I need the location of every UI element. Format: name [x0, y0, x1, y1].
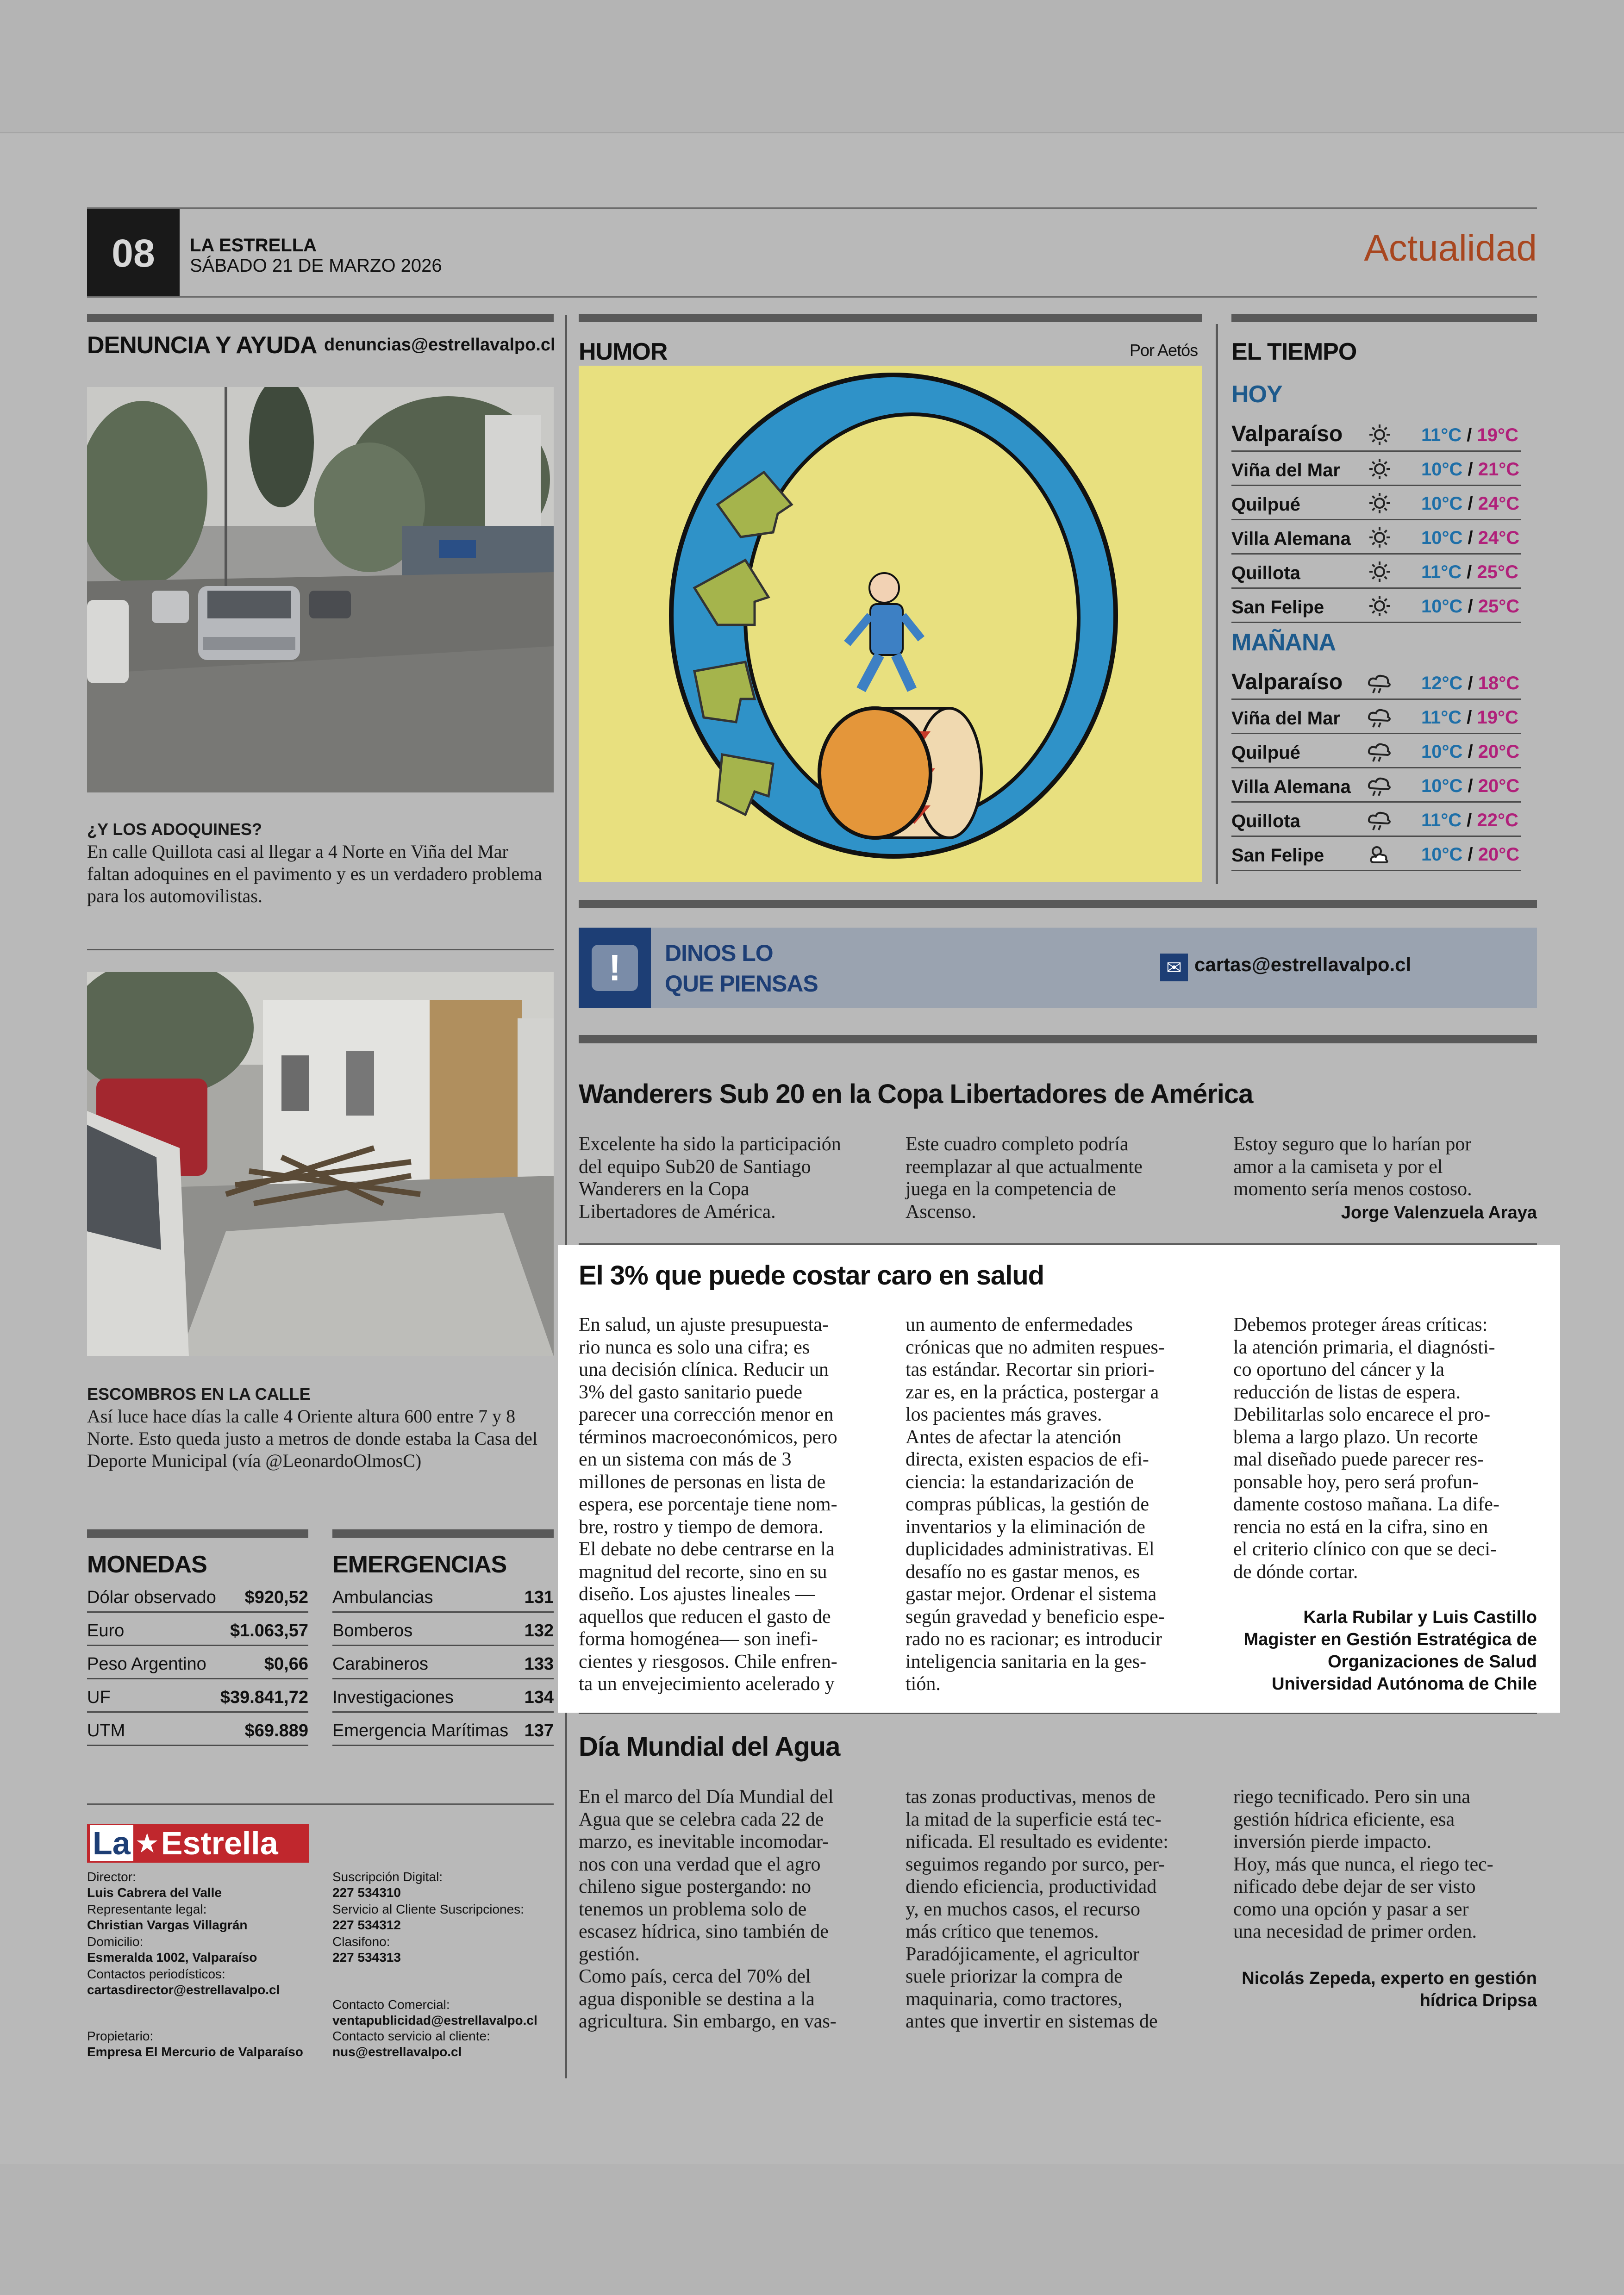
letter-3-line: la mitad de la superficie está tec-: [906, 1809, 1162, 1830]
letter-2-line: 3% del gasto sanitario puede: [579, 1381, 802, 1403]
letter-1-line: Este cuadro completo podría: [906, 1134, 1129, 1155]
letter-3-line: una necesidad de primer orden.: [1233, 1921, 1477, 1942]
letter-1-line: momento sería menos costoso.: [1233, 1179, 1472, 1200]
contact[interactable]: cartasdirector@estrellavalpo.cl: [87, 1983, 280, 1997]
monedas-label: UF: [87, 1688, 111, 1707]
temp-high: 24°C: [1478, 493, 1520, 514]
letter-1-line: juega en la competencia de: [906, 1179, 1116, 1200]
page-number: 08: [87, 209, 180, 297]
letter-3-line: En el marco del Día Mundial del: [579, 1786, 834, 1808]
star-icon: ★: [135, 1828, 159, 1858]
letter-2-line: los pacientes más graves.: [906, 1404, 1102, 1425]
hamster-wheel-illustration: [579, 366, 1202, 882]
dinos-line-1: DINOS LO: [665, 940, 773, 966]
weather-temps: 10°C / 20°C: [1421, 844, 1520, 865]
emergencias-value: 133: [524, 1654, 554, 1674]
letter-3-line: maquinaria, como tractores,: [906, 1988, 1123, 2010]
weather-city: Villa Alemana: [1231, 777, 1351, 797]
letter-3-line: inversión pierde impacto.: [1233, 1831, 1432, 1852]
letter-3-line: nos con una verdad que el agro: [579, 1853, 821, 1875]
temp-high: 25°C: [1478, 596, 1520, 617]
sun-icon: [1366, 457, 1393, 481]
weather-row: [1231, 520, 1521, 555]
temp-high: 19°C: [1477, 425, 1518, 445]
letter-2-line: magnitud del recorte, sino en su: [579, 1561, 827, 1583]
cloud-drizzle-icon: [1366, 739, 1393, 763]
emergencias-label: Emergencia Marítimas: [332, 1721, 509, 1740]
letter-3-line: chileno sigue postergando: no: [579, 1876, 811, 1897]
clasif-label: Clasifono:: [332, 1934, 390, 1949]
weather-row: [1231, 700, 1521, 734]
monedas-label: Euro: [87, 1621, 125, 1640]
subs: 227 534310: [332, 1885, 401, 1900]
weather-title: EL TIEMPO: [1231, 338, 1357, 365]
letter-1-line: Wanderers en la Copa: [579, 1179, 750, 1200]
weather-row: [1231, 486, 1521, 520]
weather-city: Valparaíso: [1231, 422, 1343, 446]
letter-3-line: tas zonas productivas, menos de: [906, 1786, 1156, 1808]
emergencias-row: [332, 1714, 554, 1746]
letter-3-signature-line: Nicolás Zepeda, experto en gestión: [1242, 1969, 1537, 1988]
letter-2-line: cientes y riesgosos. Chile enfren-: [579, 1651, 837, 1672]
temp-low: 11°C: [1421, 707, 1462, 728]
letter-2-line: zar es, en la práctica, postergar a: [906, 1381, 1159, 1403]
letter-2-line: el criterio clínico con que se deci-: [1233, 1539, 1497, 1560]
letter-1-line: Ascenso.: [906, 1201, 976, 1222]
letter-2-signature: [1243, 1606, 1537, 1695]
section-title: Actualidad: [1364, 227, 1537, 268]
letter-2-line: gastar mejor. Ordenar el sistema: [906, 1584, 1157, 1605]
weather-row: [1231, 452, 1521, 486]
humor-bar: [579, 314, 1202, 322]
emergencias-row: [332, 1614, 554, 1646]
letter-3-line: como una opción y pasar a ser: [1233, 1898, 1469, 1920]
monedas-row: [87, 1614, 308, 1646]
letter-2-col-2: [906, 1314, 1225, 1696]
logo-text-right: Estrella: [161, 1825, 278, 1861]
weather-today-label: HOY: [1231, 381, 1282, 408]
letter-3-line: agua disponible se destina a la: [579, 1988, 815, 2010]
weather-temps: 10°C / 24°C: [1421, 493, 1520, 514]
letter-2-line: rado no es racionar; es introducir: [906, 1628, 1162, 1650]
letter-3-line: y, en muchos casos, el recurso: [906, 1898, 1140, 1920]
section-bar: [87, 314, 554, 322]
weather-city: Viña del Mar: [1231, 460, 1340, 480]
weather-temps: 11°C / 25°C: [1421, 562, 1518, 582]
weather-temps: 10°C / 20°C: [1421, 742, 1520, 762]
header-bottom-rule: [87, 296, 1537, 298]
weather-row: [1231, 837, 1521, 871]
temp-low: 10°C: [1421, 742, 1463, 762]
letter-3-col-2: [906, 1786, 1225, 2033]
letter-2-line: ta un envejecimiento acelerado y: [579, 1673, 835, 1695]
rep: Christian Vargas Villagrán: [87, 1918, 248, 1932]
letter-2-line: un aumento de enfermedades: [906, 1314, 1133, 1335]
weather-temps: 10°C / 24°C: [1421, 528, 1520, 548]
weather-temps: 10°C / 21°C: [1421, 459, 1520, 480]
letter-2-line: co oportuno del cáncer y la: [1233, 1359, 1444, 1380]
weather-row: [1231, 659, 1521, 700]
weather-row: [1231, 734, 1521, 768]
weather-city: Valparaíso: [1231, 670, 1343, 694]
temp-high: 25°C: [1477, 562, 1518, 582]
service-label: Servicio al Cliente Suscripciones:: [332, 1902, 524, 1916]
sun-icon: [1366, 423, 1393, 447]
service: 227 534312: [332, 1918, 401, 1932]
exclamation-icon: !: [579, 928, 651, 1008]
temp-low: 10°C: [1421, 776, 1463, 796]
weather-temps: 11°C / 19°C: [1421, 707, 1518, 728]
debris-image: [87, 972, 554, 1356]
mail-icon: ✉: [1160, 954, 1188, 981]
monedas-value: $1.063,57: [230, 1621, 308, 1640]
letter-3-signature: [1242, 1967, 1537, 2012]
monedas-label: UTM: [87, 1721, 125, 1740]
letter-3-line: Hoy, más que nunca, el riego tec-: [1233, 1853, 1493, 1875]
street-photo-2: [87, 972, 554, 1356]
letter-2-line: ponsable hoy, pero será profun-: [1233, 1471, 1479, 1493]
client[interactable]: nus@estrellavalpo.cl: [332, 2045, 462, 2059]
letter-2-line: de dónde cortar.: [1233, 1561, 1358, 1583]
weather-row: [1231, 555, 1521, 589]
letter-1-col-1: [579, 1133, 893, 1223]
letter-3-line: marzo, es inevitable incomodar-: [579, 1831, 829, 1852]
clasif: 227 534313: [332, 1950, 401, 1964]
monedas-value: $39.841,72: [220, 1688, 308, 1707]
temp-high: 20°C: [1478, 742, 1520, 762]
letter-2-line: forma homogénea— son inefi-: [579, 1628, 818, 1650]
paper-date: SÁBADO 21 DE MARZO 2026: [190, 256, 442, 276]
temp-high: 20°C: [1478, 776, 1520, 796]
weather-city: San Felipe: [1231, 597, 1324, 617]
sun-icon: [1366, 560, 1393, 584]
temp-high: 24°C: [1478, 528, 1520, 548]
subs-label: Suscripción Digital:: [332, 1870, 443, 1884]
letter-1-line: Excelente ha sido la participación: [579, 1134, 841, 1155]
letter-1-col-3: [1233, 1133, 1537, 1201]
column-rule-left: [565, 315, 567, 2078]
letter-2-line: blema a largo plazo. Un recorte: [1233, 1426, 1478, 1448]
letter-2-line: duplicidades administrativas. El: [906, 1539, 1155, 1560]
letter-2-line: directa, existen espacios de efi-: [906, 1449, 1149, 1470]
letter-3-line: antes que invertir en sistemas de: [906, 2011, 1158, 2032]
letter-3-line: nificado debe dejar de ser visto: [1233, 1876, 1476, 1897]
cloud-drizzle-icon: [1366, 808, 1393, 832]
letter-3-line: más crítico que tenemos.: [906, 1921, 1099, 1942]
letter-3-line: gestión hídrica eficiente, esa: [1233, 1809, 1455, 1830]
letter-2-line: diseño. Los ajustes lineales —: [579, 1584, 815, 1605]
logo: [87, 1824, 309, 1863]
letter-3-line: agricultura. Sin embargo, en vas-: [579, 2011, 837, 2032]
emergencias-bar: [332, 1529, 554, 1538]
temp-low: 11°C: [1421, 810, 1462, 830]
letter-2-line: rencia no está en la cifra, sino en: [1233, 1516, 1488, 1538]
letter-3-line: Como país, cerca del 70% del: [579, 1966, 811, 1987]
owner-label: Propietario:: [87, 2029, 154, 2043]
weather-row: [1231, 803, 1521, 837]
street-photo-1: [87, 387, 554, 792]
letter-3-signature-line: hídrica Dripsa: [1419, 1991, 1537, 2010]
weather-row: [1231, 768, 1521, 803]
denuncia-item-1-text: En calle Quillota casi al llegar a 4 Norte en Viña del Mar faltan adoquines en el pavimento y es un verdadero problema para los automovilistas.: [87, 841, 542, 906]
temp-low: 12°C: [1421, 673, 1463, 693]
comercial-label: Contacto Comercial:: [332, 1997, 450, 2012]
monedas-value: $920,52: [244, 1588, 308, 1607]
temp-high: 20°C: [1478, 844, 1520, 865]
letter-3-line: diendo eficiencia, productividad: [906, 1876, 1157, 1897]
header-top-rule: [87, 207, 1537, 209]
emergencias-row: [332, 1647, 554, 1679]
emergencias-value: 134: [524, 1688, 554, 1707]
emergencias-label: Ambulancias: [332, 1588, 433, 1607]
temp-high: 18°C: [1478, 673, 1520, 693]
humor-author: Por Aetós: [1130, 341, 1198, 360]
denuncia-title: DENUNCIA Y AYUDA: [87, 332, 317, 359]
temp-low: 11°C: [1421, 562, 1462, 582]
director-label: Director:: [87, 1870, 136, 1884]
monedas-row: [87, 1647, 308, 1679]
emergencias-label: Bomberos: [332, 1621, 413, 1640]
humor-title: HUMOR: [579, 338, 668, 365]
letter-2-line: bre, rostro y tiempo de demora.: [579, 1516, 824, 1538]
letter-3-col-3: [1233, 1786, 1539, 1943]
street-cars-image: [87, 387, 554, 792]
letter-1-col-2: [906, 1133, 1220, 1223]
letter-2-line: parecer una corrección menor en: [579, 1404, 834, 1425]
letter-2-line: inventarios y la eliminación de: [906, 1516, 1145, 1538]
monedas-label: Peso Argentino: [87, 1654, 206, 1674]
letter-2-signature-line: Karla Rubilar y Luis Castillo: [1303, 1608, 1537, 1627]
sun-icon: [1366, 525, 1393, 549]
weather-city: Villa Alemana: [1231, 529, 1351, 549]
letter-2-line: El debate no debe centrarse en la: [579, 1539, 835, 1560]
weather-row: [1231, 411, 1521, 452]
weather-temps: 10°C / 20°C: [1421, 776, 1520, 796]
weather-temps: 10°C / 25°C: [1421, 596, 1520, 617]
letter-3-line: gestión.: [579, 1943, 640, 1965]
letter-2-line: En salud, un ajuste presupuesta-: [579, 1314, 829, 1335]
divider: [87, 949, 554, 950]
client-label: Contacto servicio al cliente:: [332, 2029, 490, 2043]
letter-2-line: desafío no es gastar menos, es: [906, 1561, 1140, 1583]
dinos-bar: [579, 900, 1537, 908]
weather-row: [1231, 589, 1521, 623]
emergencias-value: 132: [524, 1621, 554, 1640]
cloud-drizzle-icon: [1366, 773, 1393, 798]
letter-1-title: Wanderers Sub 20 en la Copa Libertadores de América: [579, 1079, 1253, 1109]
weather-bar: [1231, 314, 1537, 322]
letter-2-line: reducción de listas de espera.: [1233, 1381, 1461, 1403]
letter-3-line: seguimos regando por surco, per-: [906, 1853, 1165, 1875]
divider: [579, 1243, 1537, 1245]
letter-1-line: reemplazar al que actualmente: [906, 1156, 1143, 1178]
monedas-row: [87, 1714, 308, 1746]
weather-tomorrow-label: MAÑANA: [1231, 629, 1336, 656]
divider: [87, 1803, 554, 1805]
letter-2-line: tión.: [906, 1673, 941, 1695]
letter-2-line: la atención primaria, el diagnósti-: [1233, 1336, 1495, 1358]
monedas-value: $0,66: [264, 1654, 308, 1674]
letter-2-line: aquellos que reducen el gasto de: [579, 1606, 831, 1628]
weather-city: Viña del Mar: [1231, 708, 1340, 729]
denuncia-email[interactable]: denuncias@estrellavalpo.cl: [324, 335, 556, 355]
letter-2-line: Debemos proteger áreas críticas:: [1233, 1314, 1488, 1335]
letter-2-line: crónicas que no admiten respues-: [906, 1336, 1165, 1358]
emergencias-value: 137: [524, 1721, 554, 1740]
weather-city: Quilpué: [1231, 494, 1300, 515]
temp-high: 19°C: [1477, 707, 1518, 728]
temp-low: 10°C: [1421, 528, 1463, 548]
temp-low: 10°C: [1421, 844, 1463, 865]
sun-icon: [1366, 594, 1393, 618]
letter-3-line: riego tecnificado. Pero sin una: [1233, 1786, 1470, 1808]
letter-1-line: Libertadores de América.: [579, 1201, 776, 1222]
letter-3-line: nificada. El resultado es evidente:: [906, 1831, 1168, 1852]
monedas-bar: [87, 1529, 308, 1538]
dinos-email[interactable]: cartas@estrellavalpo.cl: [1194, 954, 1412, 975]
letter-3-line: suele priorizar la compra de: [906, 1966, 1123, 1987]
temp-low: 10°C: [1421, 493, 1463, 514]
letter-2-col-1: [579, 1314, 898, 1696]
letter-2-line: espera, ese porcentaje tiene nom-: [579, 1494, 837, 1515]
letter-2-line: una decisión clínica. Reducir un: [579, 1359, 829, 1380]
cloud-drizzle-icon: [1366, 705, 1393, 729]
emergencias-label: Carabineros: [332, 1654, 428, 1674]
letter-2-title: El 3% que puede costar caro en salud: [579, 1260, 1044, 1291]
monedas-title: MONEDAS: [87, 1551, 207, 1578]
monedas-value: $69.889: [244, 1721, 308, 1740]
letter-2-line: tas estándar. Recortar sin priori-: [906, 1359, 1155, 1380]
monedas-row: [87, 1680, 308, 1713]
letter-1-signature: Jorge Valenzuela Araya: [1341, 1203, 1537, 1222]
letter-2-col-3: [1233, 1314, 1539, 1583]
dom: Esmeralda 1002, Valparaíso: [87, 1950, 257, 1964]
denuncia-item-2: [87, 1383, 554, 1472]
sun-icon: [1366, 491, 1393, 515]
emergencias-row: [332, 1680, 554, 1713]
letter-2-line: términos macroeconómicos, pero: [579, 1426, 837, 1448]
letter-2-signature-line: Organizaciones de Salud: [1328, 1652, 1537, 1671]
temp-low: 10°C: [1421, 459, 1463, 480]
contact-label: Contactos periodísticos:: [87, 1967, 225, 1981]
denuncia-item-2-text: Así luce hace días la calle 4 Oriente altura 600 entre 7 y 8 Norte. Esto queda justo a metros de donde estaba la Casa del Deporte Municipal (vía @LeonardoOlmosC): [87, 1406, 538, 1471]
denuncia-item-1: [87, 818, 554, 907]
temp-low: 11°C: [1421, 425, 1462, 445]
comercial[interactable]: ventapublicidad@estrellavalpo.cl: [332, 2013, 537, 2027]
temp-low: 10°C: [1421, 596, 1463, 617]
dinos-line-2: QUE PIENSAS: [665, 971, 818, 997]
monedas-row: [87, 1580, 308, 1613]
letter-3-line: Paradójicamente, el agricultor: [906, 1943, 1139, 1965]
humor-cartoon: [579, 366, 1202, 882]
letter-2-line: damente costoso mañana. La dife-: [1233, 1494, 1499, 1515]
weather-city: Quilpué: [1231, 742, 1300, 763]
letter-3-line: escasez hídrica, sino también de: [579, 1921, 829, 1942]
logo-text-left: La: [90, 1825, 133, 1861]
letter-2-line: millones de personas en lista de: [579, 1471, 826, 1493]
denuncia-item-1-title: ¿Y LOS ADOQUINES?: [87, 820, 262, 839]
weather-temps: 12°C / 18°C: [1421, 673, 1520, 693]
weather-city: San Felipe: [1231, 845, 1324, 866]
owner: Empresa El Mercurio de Valparaíso: [87, 2045, 303, 2059]
temp-high: 21°C: [1478, 459, 1520, 480]
letter-2-line: mal diseñado puede parecer res-: [1233, 1449, 1484, 1470]
letter-3-line: Agua que se celebra cada 22 de: [579, 1809, 824, 1830]
letter-1-line: del equipo Sub20 de Santiago: [579, 1156, 811, 1178]
divider: [579, 1713, 1537, 1714]
temp-high: 22°C: [1477, 810, 1518, 830]
letter-2-line: en un sistema con más de 3: [579, 1449, 792, 1470]
letter-2-signature-line: Universidad Autónoma de Chile: [1272, 1674, 1537, 1694]
letter-3-line: tenemos un problema solo de: [579, 1898, 807, 1920]
paper-name: LA ESTRELLA: [190, 235, 317, 256]
weather-temps: 11°C / 19°C: [1421, 425, 1518, 445]
weather-city: Quillota: [1231, 811, 1300, 831]
denuncia-item-2-title: ESCOMBROS EN LA CALLE: [87, 1384, 311, 1403]
letters-bar: [579, 1035, 1537, 1043]
letter-3-col-1: [579, 1786, 898, 2033]
letter-1-line: amor a la camiseta y por el: [1233, 1156, 1443, 1178]
monedas-label: Dólar observado: [87, 1588, 216, 1607]
weather-city: Quillota: [1231, 563, 1300, 583]
letter-2-signature-line: Magister en Gestión Estratégica de: [1243, 1630, 1537, 1649]
column-rule-right: [1216, 324, 1218, 884]
letter-2-line: según gravedad y beneficio espe-: [906, 1606, 1165, 1628]
dinos-banner: [579, 928, 1537, 1008]
rep-label: Representante legal:: [87, 1902, 207, 1916]
weather-temps: 11°C / 22°C: [1421, 810, 1518, 830]
dom-label: Domicilio:: [87, 1934, 144, 1949]
letter-2-line: ciencia: la estandarización de: [906, 1471, 1134, 1493]
letter-3-title: Día Mundial del Agua: [579, 1732, 840, 1762]
letter-1-line: Estoy seguro que lo harían por: [1233, 1134, 1472, 1155]
letter-2-line: rio nunca es solo una cifra; es: [579, 1336, 810, 1358]
cloud-drizzle-icon: [1366, 671, 1393, 695]
director: Luis Cabrera del Valle: [87, 1885, 222, 1900]
sun-cloud-icon: [1366, 842, 1393, 866]
letter-2-line: Debilitarlas solo encarece el pro-: [1233, 1404, 1491, 1425]
emergencias-label: Investigaciones: [332, 1688, 454, 1707]
letter-2-line: Antes de afectar la atención: [906, 1426, 1122, 1448]
letter-2-line: inteligencia sanitaria en la ges-: [906, 1651, 1147, 1672]
emergencias-value: 131: [524, 1588, 554, 1607]
emergencias-row: [332, 1580, 554, 1613]
letter-2-line: compras públicas, la gestión de: [906, 1494, 1149, 1515]
emergencias-title: EMERGENCIAS: [332, 1551, 507, 1578]
